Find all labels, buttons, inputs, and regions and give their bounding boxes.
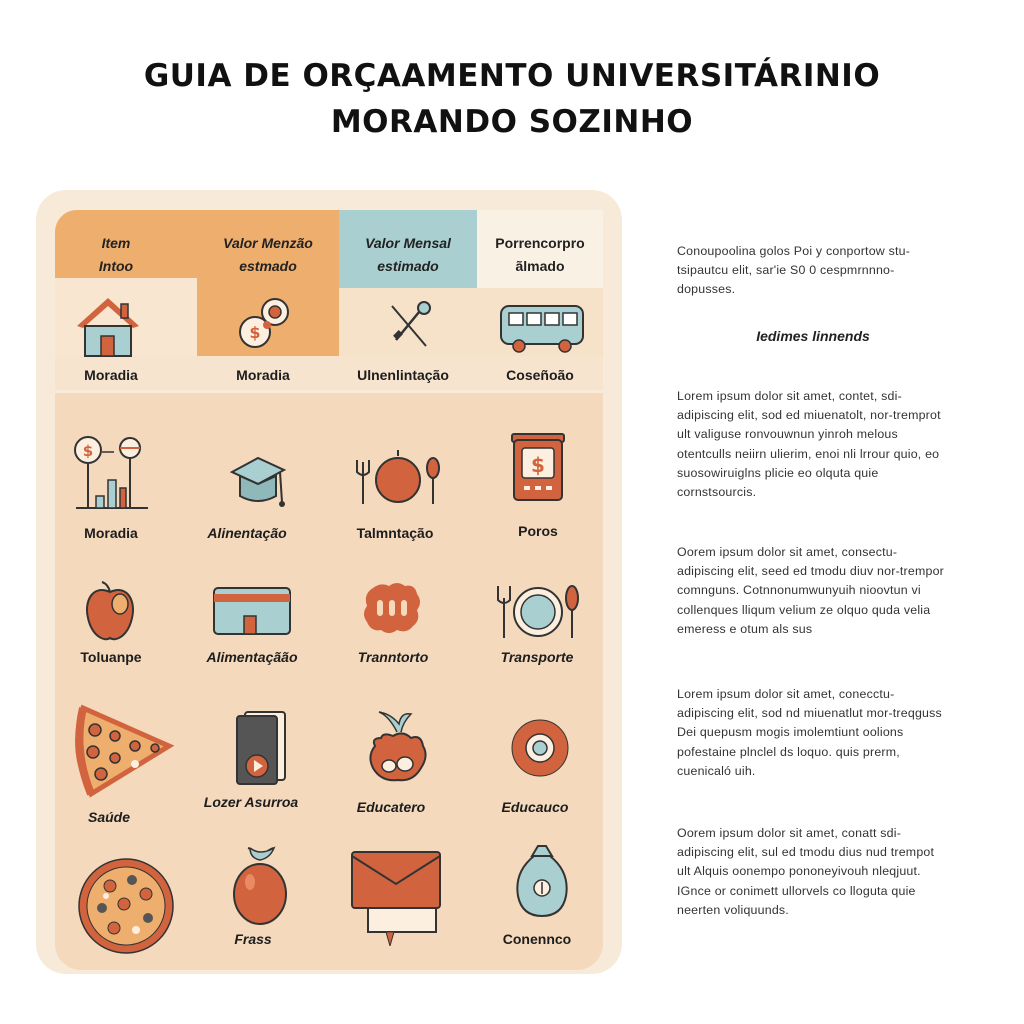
- cell-row0-col2: [338, 296, 482, 352]
- cell-row4-col0: [54, 856, 198, 956]
- column-header-item: [55, 232, 177, 278]
- plate-fork-knife-icon: [353, 446, 443, 510]
- pizza-icon: [76, 856, 176, 956]
- header-row-label-1: Moradia: [236, 367, 290, 383]
- cell-row3-col0: [48, 700, 192, 800]
- dinner-plate-icon: [496, 582, 580, 640]
- cell-row2-col1: [180, 586, 324, 636]
- cell-row4-col2: [322, 842, 466, 946]
- money-bag-icon: [512, 842, 572, 922]
- savings-can-icon: [508, 432, 568, 504]
- header-row-label-0: Moradia: [84, 367, 138, 383]
- row3-label-1: Lozer Asurroa: [203, 794, 299, 810]
- column-header-porcentagem: [477, 232, 603, 278]
- folder-icon: [344, 842, 444, 946]
- intro-paragraph: Conoupoolina golos Poi y conportow stu-tsipautcu elit, sar'ie S0 0 cespmrnnno-dopusses.: [677, 244, 911, 297]
- cookie-icon: [359, 578, 425, 638]
- row3-label-0: Saúde: [87, 809, 130, 825]
- svg-text:$: $: [531, 453, 545, 477]
- column-header-valor-line2: estmado: [239, 258, 297, 274]
- column-header-porcentagem-line2: ãlmado: [515, 258, 565, 274]
- cell-row2-col3: [466, 582, 610, 640]
- row3-label-3: Educauco: [501, 799, 569, 815]
- column-header-valor-mensal-line1: Valor Mensal: [365, 235, 451, 251]
- pizza-slice-icon: [65, 700, 175, 800]
- column-header-valor-mensal: [339, 232, 477, 278]
- row4-label-3: Conennco: [502, 931, 572, 947]
- header-row-label-2: Ulnenlintação: [357, 367, 449, 383]
- cell-row0-col3: [470, 300, 614, 356]
- tomato-icon: [230, 846, 290, 926]
- column-header-porcentagem-line1: Porrencorpro: [495, 235, 585, 251]
- finance-chart-icon: [72, 432, 152, 512]
- cell-row0-col1: [194, 292, 338, 354]
- header-row-label-3: Coseñoão: [506, 367, 574, 383]
- row2-label-3: Transporte: [500, 649, 574, 665]
- row4-label-1: Frass: [234, 931, 272, 947]
- coins-icon: [231, 292, 301, 354]
- svg-text:$: $: [249, 323, 261, 342]
- row2-label-2: Tranntorto: [357, 649, 429, 665]
- cell-row4-col1: [188, 846, 332, 926]
- row1-label-1: Alinentação: [207, 525, 287, 541]
- column-header-valor-line1: Valor Menzão: [223, 235, 313, 251]
- row1-label-3: Poros: [518, 523, 558, 539]
- graduation-cap-icon: [228, 452, 288, 512]
- house-icon: [73, 292, 143, 358]
- row2-label-1: Alimentaçãão: [206, 649, 298, 665]
- credit-card-icon: [212, 586, 292, 636]
- body-paragraph-4: Oorem ipsum dolor sit amet, conatt sdi-adipiscing elit, sul ed tmodu dius nud trempot ult Alquis oonempo pononeyivouh nleqjuut. IGnce or conimett ullorvels co lloguta quie neerten voliquunds.: [677, 826, 935, 917]
- sidebar-heading: Iedimes linnends: [756, 328, 870, 344]
- cell-row2-col0: [38, 578, 182, 644]
- cell-row3-col1: [188, 708, 332, 790]
- page-title-line-2: MORANDO SOZINHO: [330, 104, 694, 140]
- page-title-line-1: GUIA DE ORÇAAMENTO UNIVERSITÁRINIO: [143, 58, 881, 94]
- bus-icon: [497, 300, 587, 356]
- cell-row1-col1: [186, 452, 330, 512]
- cell-row4-col3: [470, 842, 614, 922]
- donut-icon: [510, 718, 570, 778]
- column-header-item-line1: Item: [101, 235, 131, 251]
- cell-row0-col0: [36, 292, 180, 358]
- body-paragraph-1: Lorem ipsum dolor sit amet, contet, sdi-adipiscing elit, sod ed miuenatolt, nor-tremprot ult valiguse ronvouwnun yinroh melous otentculls neiirn ulierim, enoi nli lrrour quio, eo suosowiruiglns plicie eo olquta quie cornstsourcis.: [677, 389, 941, 500]
- svg-text:$: $: [82, 442, 94, 460]
- row2-label-0: Toluanpe: [80, 649, 142, 665]
- column-header-valor: [197, 232, 339, 278]
- body-paragraph-2: Oorem ipsum dolor sit amet, consectu-adipiscing elit, seed ed tmodu diuv nor-trempor comnguns. Cotnnonumwunyuih nioovtun vi collenques lliqum velium ze olquo quda velia emeress e otum als sus: [677, 545, 944, 636]
- cell-row1-col2: [326, 446, 470, 510]
- pumpkin-icon: [363, 710, 433, 786]
- cell-row3-col3: [468, 718, 612, 778]
- row1-label-0: Moradia: [84, 525, 138, 541]
- row3-label-2: Educatero: [356, 799, 426, 815]
- cell-row1-col3: [466, 432, 610, 504]
- media-book-icon: [225, 708, 295, 790]
- row1-label-2: Talmntação: [356, 525, 434, 541]
- apple-icon: [80, 578, 140, 644]
- cell-row3-col2: [326, 710, 470, 786]
- column-header-valor-mensal-line2: estimado: [377, 258, 439, 274]
- body-paragraph-3: Lorem ipsum dolor sit amet, conecctu-adipiscing elit, sod nd miuenatlut mor-treqguss Dei quepusm mogis imolemtiunt oolions pofestaine plnclel ds loquo. quis prerm, cuenicaló uih.: [677, 687, 942, 778]
- cell-row1-col0: [40, 432, 184, 512]
- wrench-icon: [380, 296, 440, 352]
- column-header-item-line2: Intoo: [98, 258, 134, 274]
- cell-row2-col2: [320, 578, 464, 638]
